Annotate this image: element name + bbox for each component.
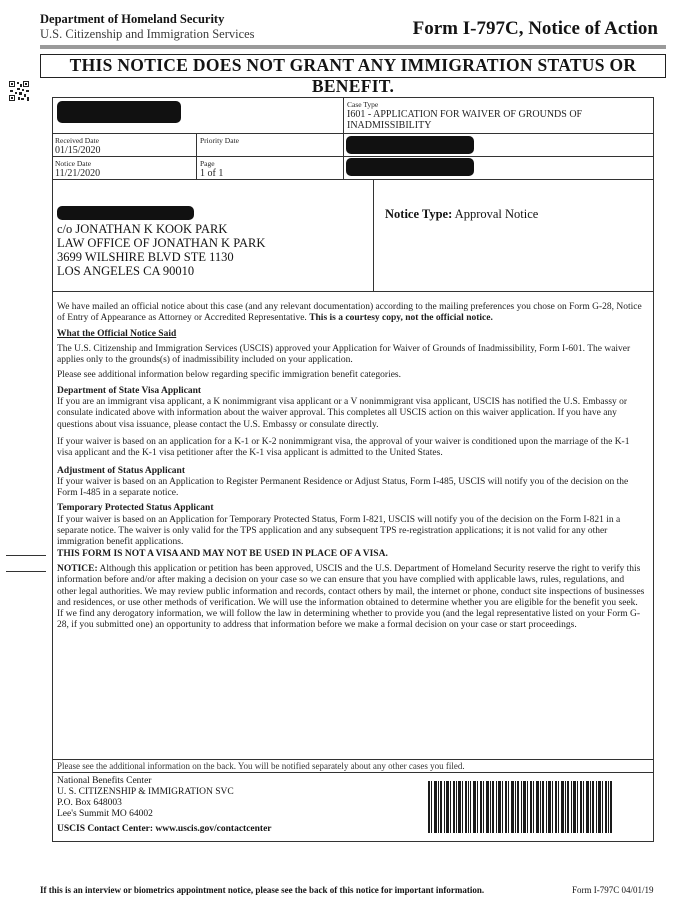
return-address-line: Lee's Summit MO 64002 — [57, 809, 153, 819]
page-value: 1 of 1 — [200, 168, 224, 179]
grid-line — [373, 179, 374, 291]
address-line: c/o JONATHAN K KOOK PARK — [57, 222, 228, 236]
grid-line — [52, 759, 654, 760]
received-date-label: Received Date — [55, 136, 99, 145]
additional-info-paragraph: Please see additional information below regarding specific immigration benefit categories. — [57, 370, 401, 381]
barcode-icon — [428, 781, 612, 833]
notice-type-label: Notice Type: — [385, 207, 453, 221]
notice-body — [57, 302, 645, 636]
redacted-applicant-name — [57, 206, 194, 220]
redacted-field — [346, 158, 474, 176]
intro-paragraph — [57, 302, 645, 325]
intro-text: We have mailed an official notice about this case (and any relevant documentation) according to the mailing preferences you chose on Form G-28, Notice of Entry of Appearance as Attorney or Accredited Representative. — [57, 302, 642, 324]
verification-notice — [57, 564, 645, 632]
address-line: LOS ANGELES CA 90010 — [57, 264, 195, 278]
page-footer-note: If this is an interview or biometrics appointment notice, please see the back of this notice for important information. — [40, 885, 485, 895]
form-title: Form I-797C, Notice of Action — [412, 18, 658, 39]
back-info-note: Please see the additional information on the back. You will be notified separately about any other cases you filed. — [57, 761, 465, 771]
grid-line — [52, 179, 654, 180]
notice-text: Although this application or petition has been approved, USCIS and the U.S. Department of Homeland Security reserve the right to verify this information before and/or after making a decision on your case so we can ensure that you have complied with applicable laws, rules, regulations, and other legal authorities. We may review public information and records, contact others by mail, the internet or phone, conduct site inspections of businesses and residences, or use other methods of verification. We will use the information obtained to determine whether you are eligible for the benefit you seek. If we find any derogatory information, we will follow the law in determining whether to provide you (and the legal representative listed on your Form G-28, if you submitted one) an opportunity to address that information before we make a formal decision on your case or start proceedings. — [57, 563, 645, 631]
grid-line — [52, 133, 654, 134]
received-date-value: 01/15/2020 — [55, 145, 101, 156]
sub-agency-name: U.S. Citizenship and Immigration Services — [40, 27, 255, 41]
notice-date-label: Notice Date — [55, 159, 92, 168]
return-address-line: National Benefits Center — [57, 776, 152, 786]
grid-line — [52, 291, 654, 292]
notice-label: NOTICE: — [57, 563, 98, 574]
notice-type-value: Approval Notice — [454, 207, 539, 221]
grid-line — [52, 772, 654, 773]
aos-paragraph: If your waiver is based on an Application to Register Permanent Residence or Adjust Status, Form I-485, USCIS will notify you of the decision on the Form I-485 in a separate notice. — [57, 476, 629, 499]
official-notice-heading: What the Official Notice Said — [57, 328, 177, 339]
courtesy-copy-note: This is a courtesy copy, not the official notice. — [309, 313, 493, 324]
aos-heading: Adjustment of Status Applicant — [57, 465, 186, 476]
return-address-line: U. S. CITIZENSHIP & IMMIGRATION SVC — [57, 787, 234, 797]
case-type-value: I601 - APPLICATION FOR WAIVER OF GROUNDS OF INADMISSIBILITY — [347, 109, 583, 131]
page-label: Page — [200, 159, 215, 168]
fold-mark — [6, 571, 46, 572]
grid-line — [52, 156, 654, 157]
notice-type — [385, 207, 538, 221]
status-banner: THIS NOTICE DOES NOT GRANT ANY IMMIGRATION STATUS OR BENEFIT. — [40, 54, 666, 78]
mailing-address — [57, 222, 265, 278]
tps-paragraph: If your waiver is based on an Application for Temporary Protected Status, Form I-821, USCIS will notify you of the decision on the Form I-821 in a separate notice. The waiver is only valid for the TPS application and any subsequent TPS re-registration applications; it is not valid for any other immigration benefit applications. — [57, 514, 621, 548]
return-address — [57, 776, 272, 835]
fold-mark — [6, 555, 46, 556]
grid-line — [343, 97, 344, 179]
qr-code-icon — [8, 80, 30, 102]
k1-paragraph: If your waiver is based on an application for a K-1 or K-2 nonimmigrant visa, the approval of your waiver is conditioned upon the marriage of the K-1 visa applicant and the K-1 visa petitioner after the K-1 visa applicant is admitted to the United States. — [57, 436, 630, 459]
tps-heading: Temporary Protected Status Applicant — [57, 503, 214, 514]
form-edition: Form I-797C 04/01/19 — [572, 885, 654, 895]
agency-name: Department of Homeland Security — [40, 12, 225, 26]
not-a-visa-warning: THIS FORM IS NOT A VISA AND MAY NOT BE USED IN PLACE OF A VISA. — [57, 548, 388, 559]
priority-date-label: Priority Date — [200, 136, 239, 145]
approval-paragraph: The U.S. Citizenship and Immigration Services (USCIS) approved your Application for Waiver of Grounds of Inadmissibility, Form I-601. The waiver applies only to the grounds(s) of inadmissibility included on your application. — [57, 343, 631, 366]
address-line: LAW OFFICE OF JONATHAN K PARK — [57, 236, 266, 250]
header-divider — [40, 45, 666, 49]
return-address-line: P.O. Box 648003 — [57, 798, 122, 808]
dos-paragraph: If you are an immigrant visa applicant, a K nonimmigrant visa applicant or a V nonimmigrant visa applicant, USCIS has notified the U.S. Embassy or consulate indicated above with information about the waiver approval. This completes all USCIS action on this waiver application. If you have any questions about visa issuance, please contact the U.S. Embassy or consulate directly. — [57, 397, 628, 430]
contact-center: USCIS Contact Center: www.uscis.gov/contactcenter — [57, 824, 272, 834]
redacted-field — [346, 136, 474, 154]
address-line: 3699 WILSHIRE BLVD STE 1130 — [57, 250, 234, 264]
redacted-receipt-number — [57, 101, 181, 123]
dos-heading: Department of State Visa Applicant — [57, 385, 202, 396]
notice-date-value: 11/21/2020 — [55, 168, 101, 179]
case-type-label: Case Type — [347, 100, 379, 109]
